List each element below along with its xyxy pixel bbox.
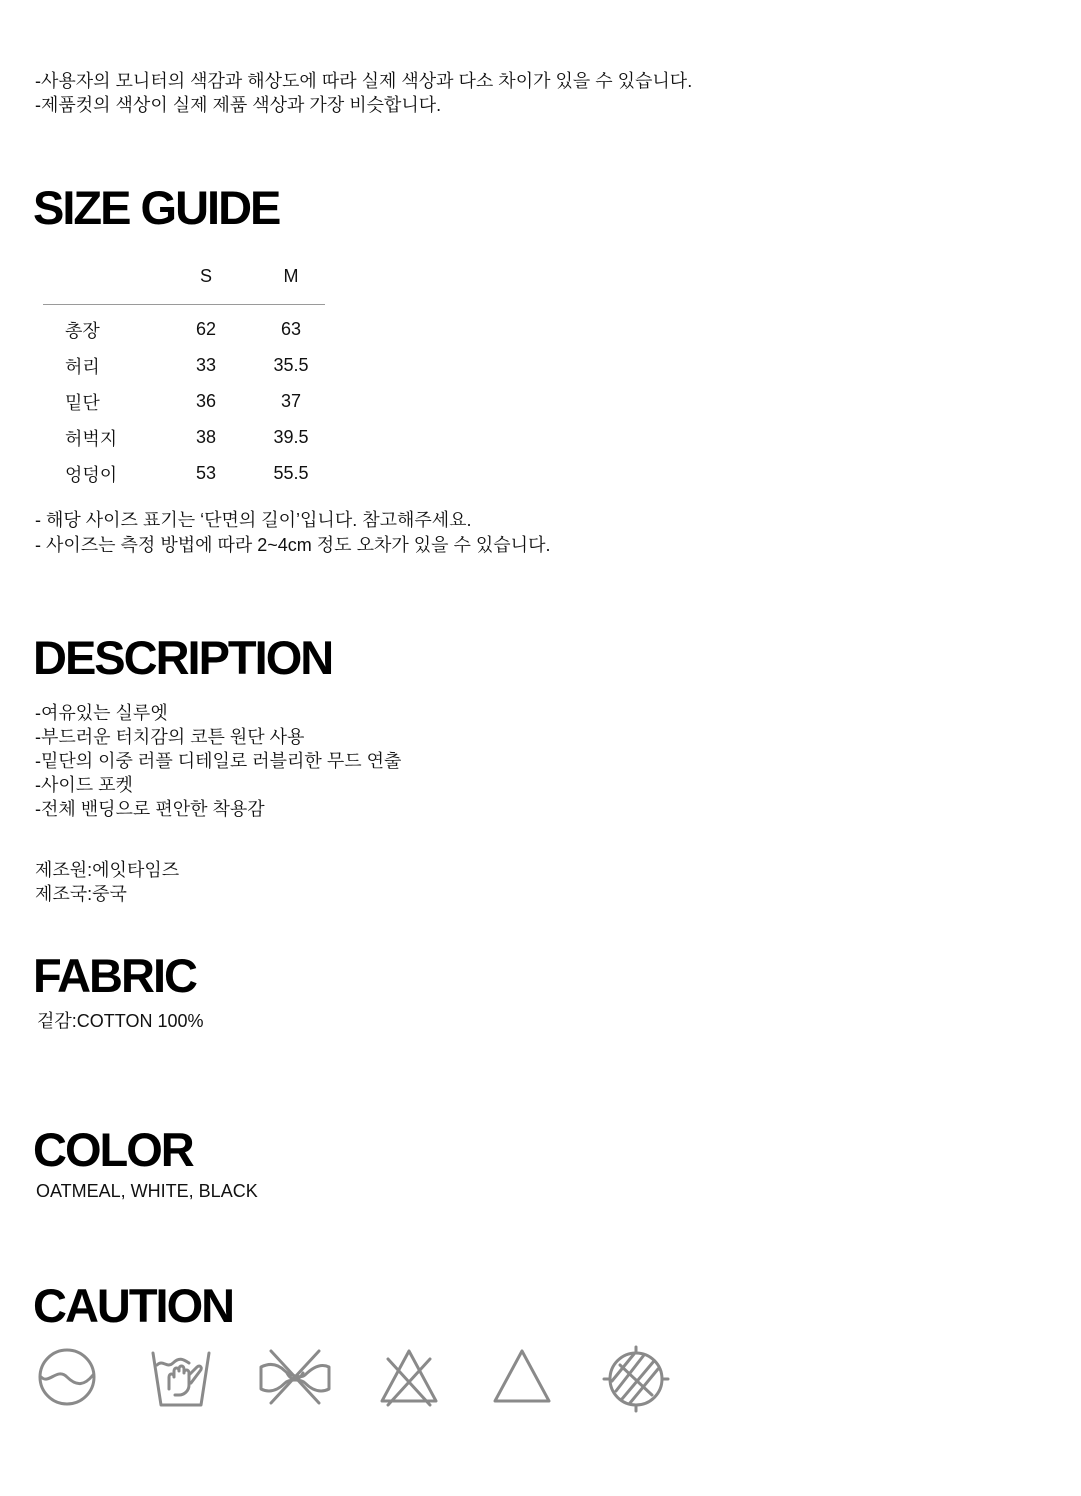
care-symbols — [0, 1345, 1081, 1415]
country-of-origin: 제조국:중국 — [35, 884, 127, 904]
size-notes — [35, 508, 550, 558]
cell-m: 37 — [280, 391, 302, 411]
description-item: -밑단의 이중 러플 디테일로 러블리한 무드 연출 — [35, 751, 402, 771]
row-label: 엉덩이 — [65, 465, 118, 485]
size-note: - 해당 사이즈 표기는 ‘단면의 길이’입니다. 참고해주세요. — [35, 510, 472, 530]
table-row — [43, 349, 325, 385]
size-table — [43, 262, 325, 493]
cell-m: 55.5 — [273, 463, 309, 483]
color-options: OATMEAL, WHITE, BLACK — [36, 1181, 258, 1201]
dry-clean-icon — [37, 1345, 97, 1409]
manufacturer-info — [35, 858, 179, 906]
manufacturer: 제조원:에잇타임즈 — [35, 860, 180, 880]
fabric-title: FABRIC — [33, 949, 196, 1002]
caution-title: CAUTION — [33, 1279, 234, 1332]
cell-s: 33 — [195, 355, 217, 375]
row-label: 밑단 — [65, 393, 100, 413]
description-list — [35, 701, 401, 821]
column-header-s: S — [199, 266, 212, 286]
table-row — [43, 385, 325, 421]
notice-line: -사용자의 모니터의 색감과 해상도에 따라 실제 색상과 다소 차이가 있을 수 있습니다. — [35, 71, 693, 91]
description-item: -사이드 포켓 — [35, 775, 133, 795]
table-row — [43, 313, 325, 349]
color-notice — [35, 69, 692, 117]
no-bleach-icon — [378, 1345, 440, 1407]
size-note: - 사이즈는 측정 방법에 따라 2~4cm 정도 오차가 있을 수 있습니다. — [35, 535, 551, 555]
row-label: 허벅지 — [65, 429, 118, 449]
hand-wash-icon — [149, 1345, 213, 1411]
table-row — [43, 421, 325, 457]
color-title: COLOR — [33, 1123, 193, 1176]
cell-m: 35.5 — [273, 355, 309, 375]
size-guide-title: SIZE GUIDE — [33, 181, 280, 234]
cell-m: 63 — [280, 319, 302, 339]
cell-s: 53 — [195, 463, 217, 483]
description-item: -여유있는 실루엣 — [35, 703, 168, 723]
cell-s: 36 — [195, 391, 217, 411]
no-wringing-icon — [257, 1345, 333, 1409]
bleach-allowed-icon — [491, 1345, 553, 1407]
description-item: -전체 밴딩으로 편안한 착용감 — [35, 799, 265, 819]
cell-s: 38 — [195, 427, 217, 447]
table-row — [43, 457, 325, 493]
column-header-m: M — [283, 266, 299, 286]
row-label: 허리 — [65, 357, 100, 377]
cell-s: 62 — [195, 319, 217, 339]
fabric-composition: 겉감:COTTON 100% — [37, 1011, 204, 1031]
size-table-header — [43, 262, 325, 305]
no-tumble-dry-icon — [600, 1345, 672, 1417]
row-label: 총장 — [65, 321, 100, 341]
notice-line: -제품컷의 색상이 실제 제품 색상과 가장 비슷합니다. — [35, 95, 442, 115]
cell-m: 39.5 — [273, 427, 309, 447]
description-title: DESCRIPTION — [33, 631, 333, 684]
description-item: -부드러운 터치감의 코튼 원단 사용 — [35, 727, 305, 747]
